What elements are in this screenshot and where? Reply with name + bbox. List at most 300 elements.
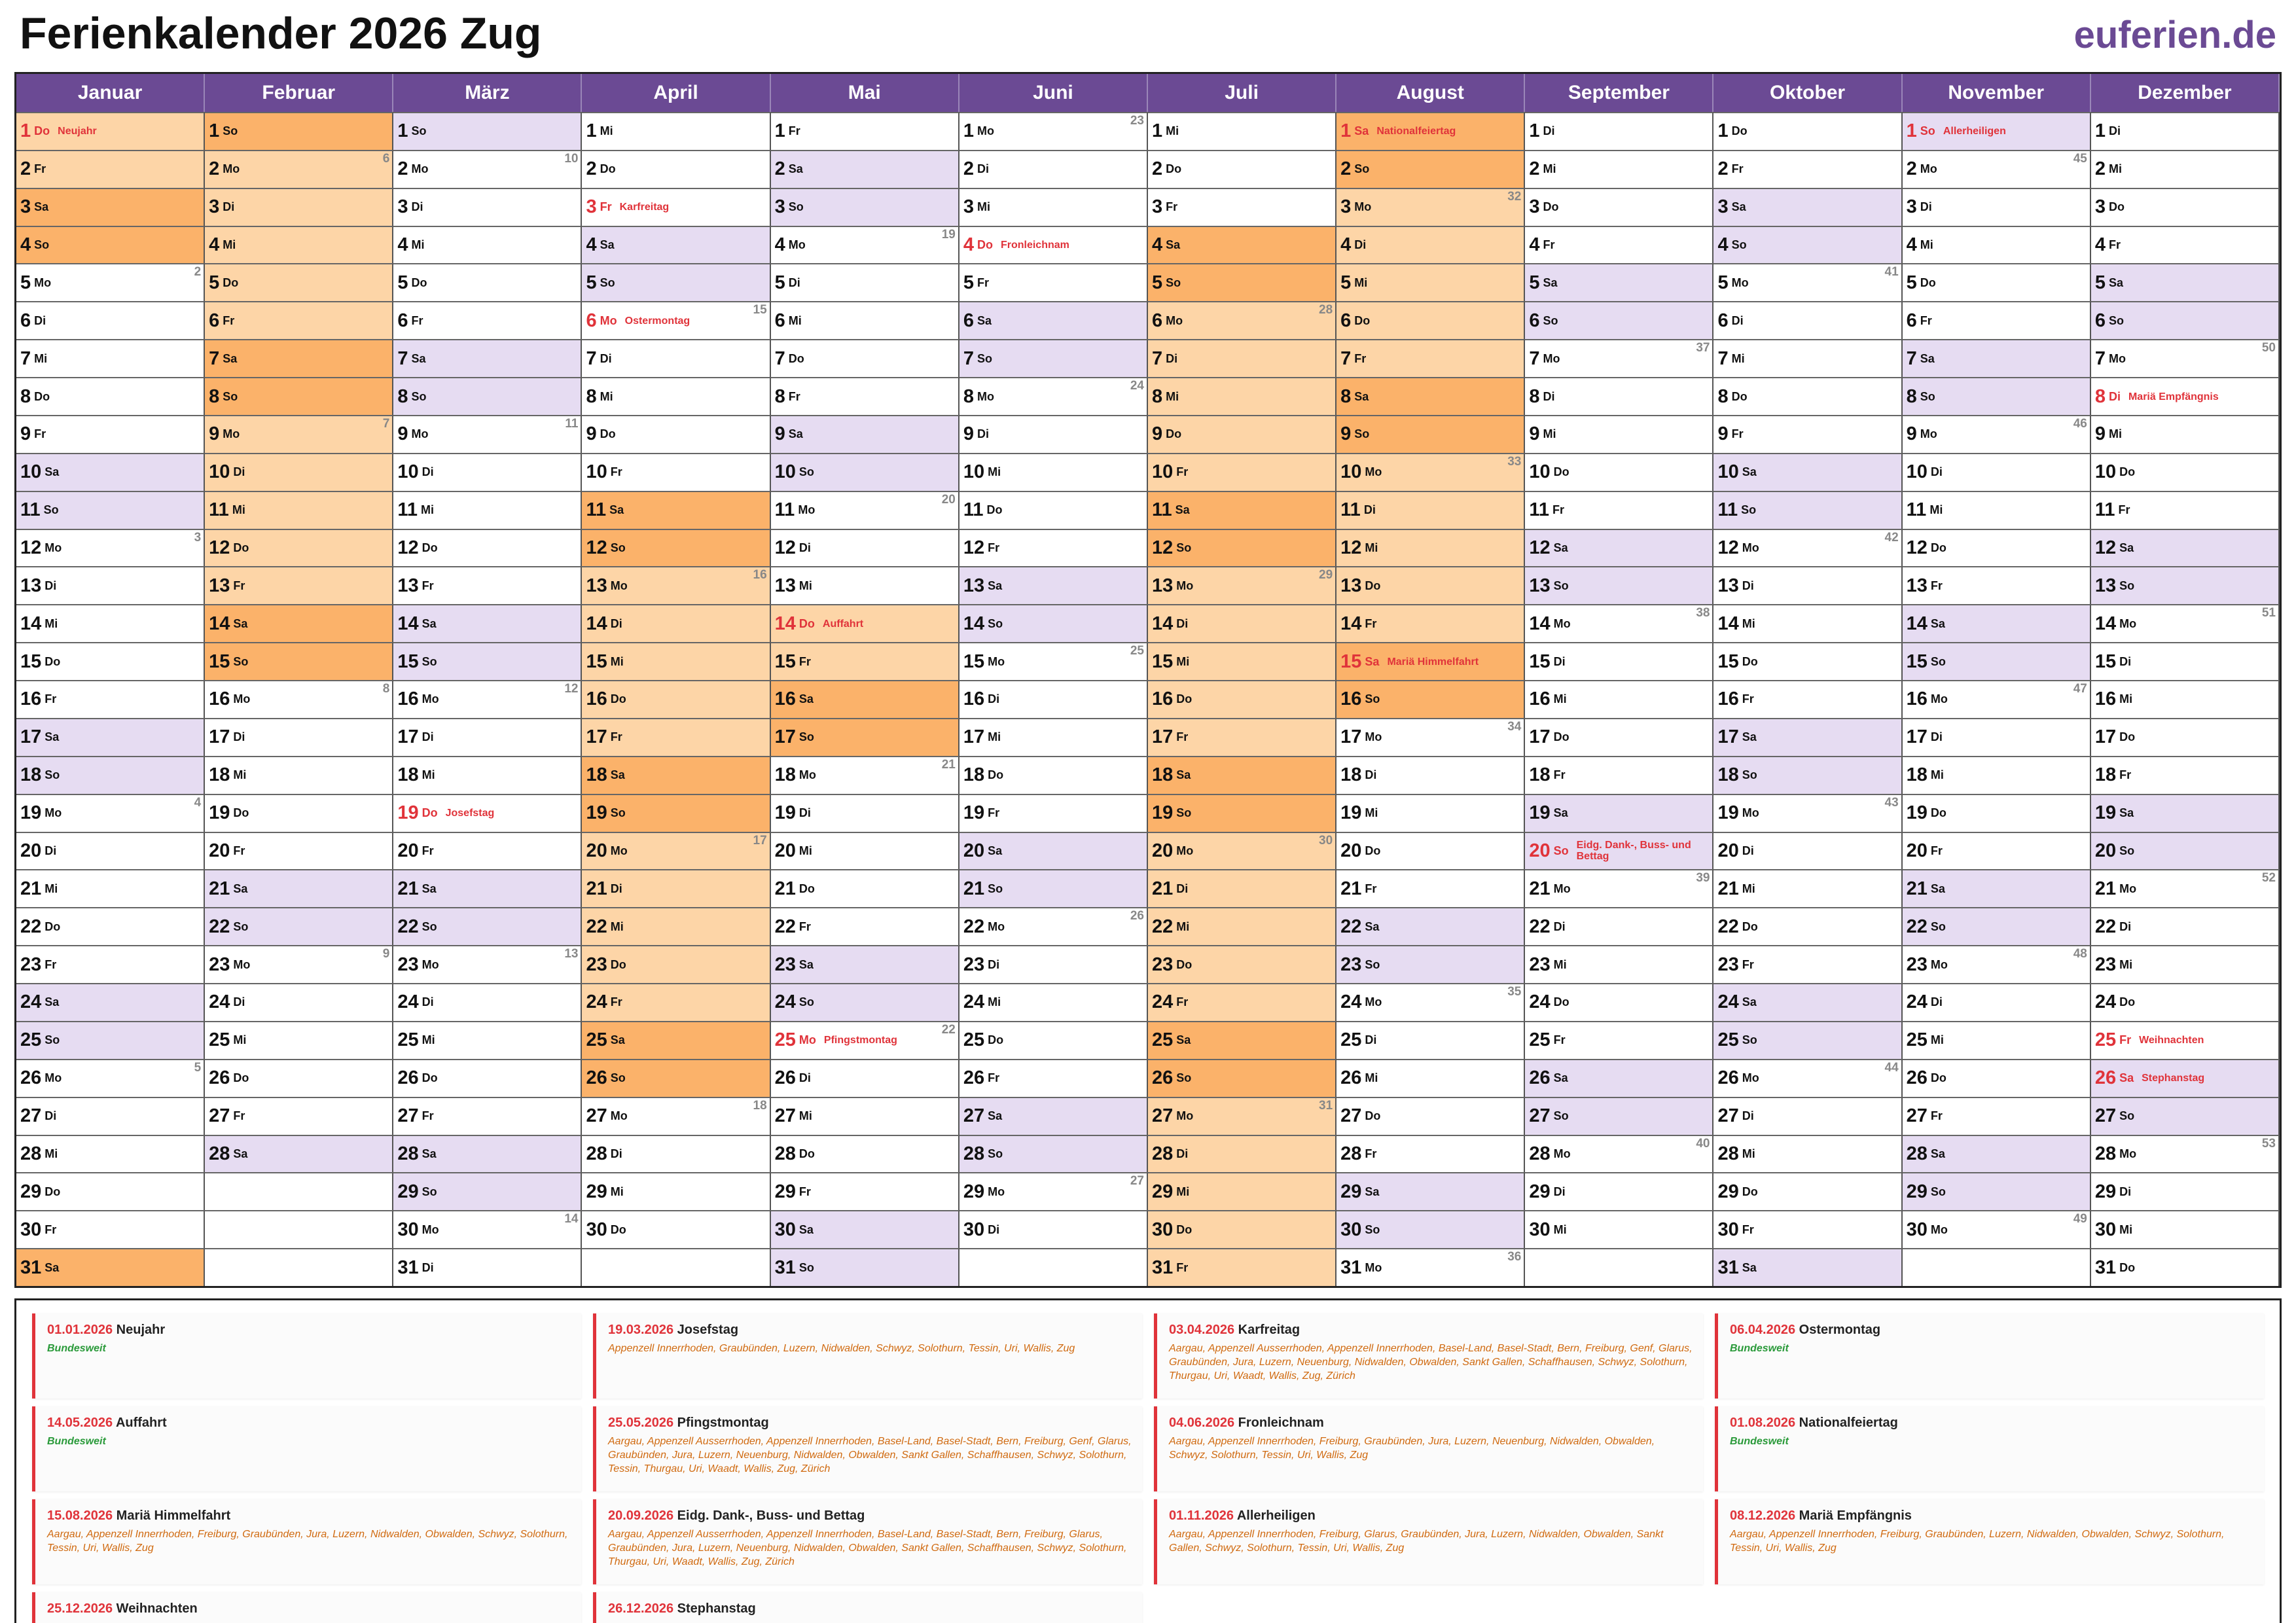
day-number: 3: [397, 196, 408, 218]
day-cell: [1148, 642, 1336, 680]
day-number: 1: [1717, 120, 1729, 142]
weekday-label: Fr: [1176, 1260, 1189, 1274]
day-number: 26: [774, 1067, 796, 1089]
day-cell: [1713, 604, 1902, 642]
day-number: 27: [586, 1105, 607, 1127]
month-header: März: [393, 74, 582, 112]
day-cell: [393, 1172, 582, 1210]
day-cell: [1713, 150, 1902, 188]
weekday-label: Mo: [2119, 616, 2137, 630]
week-number: 7: [382, 416, 390, 431]
weekday-label: Di: [798, 541, 811, 554]
day-number: 18: [1340, 764, 1362, 786]
day-cell: [2091, 1210, 2280, 1248]
day-cell: [205, 794, 393, 832]
day-number: 3: [2094, 196, 2106, 218]
weekday-label: Di: [1553, 919, 1566, 933]
day-cell: [1713, 226, 1902, 264]
week-number: 34: [1507, 719, 1522, 734]
day-number: 25: [209, 1029, 230, 1051]
day-cell: [960, 907, 1148, 945]
day-cell: [960, 832, 1148, 870]
day-number: 26: [1529, 1067, 1551, 1089]
day-number: 1: [2094, 120, 2106, 142]
day-number: 21: [20, 878, 42, 899]
day-cell: [771, 226, 960, 264]
day-number: 15: [1717, 651, 1739, 672]
day-cell: [1336, 794, 1525, 832]
day-number: 31: [397, 1257, 419, 1278]
day-cell: [582, 453, 770, 491]
weekday-label: Do: [45, 654, 61, 668]
day-number: 25: [1717, 1029, 1739, 1051]
holiday-entry-heading: [1169, 1508, 1694, 1524]
weekday-label: So: [988, 1147, 1003, 1160]
empty-day-cell: [1903, 1248, 2091, 1286]
week-number: 4: [194, 795, 202, 810]
day-cell: [1903, 112, 2091, 150]
day-number: 23: [1151, 954, 1174, 975]
weekday-label: So: [988, 616, 1003, 630]
week-number: 32: [1507, 189, 1522, 204]
day-number: 12: [20, 537, 42, 558]
weekday-label: Di: [1365, 1033, 1377, 1047]
day-number: 29: [963, 1181, 985, 1202]
day-number: 19: [963, 802, 985, 824]
weekday-label: Mo: [1930, 692, 1948, 706]
holiday-name: Mariä Empfängnis: [2128, 391, 2219, 402]
day-number: 22: [397, 916, 419, 937]
day-number: 21: [397, 878, 419, 899]
weekday-label: Mi: [1365, 1071, 1378, 1085]
day-number: 27: [1340, 1105, 1362, 1127]
brand-logo-text[interactable]: euferien.de: [2073, 14, 2276, 56]
day-cell: [1713, 263, 1902, 301]
day-number: 10: [209, 461, 230, 483]
weekday-label: Mo: [1166, 313, 1183, 327]
day-number: 1: [1340, 120, 1352, 142]
day-cell: [771, 907, 960, 945]
weekday-label: Mo: [223, 427, 240, 441]
weekday-label: Fr: [1166, 200, 1178, 214]
weekday-label: So: [1741, 503, 1757, 517]
day-number: 4: [20, 234, 31, 256]
weekday-label: Di: [422, 995, 434, 1009]
day-cell: [1713, 453, 1902, 491]
day-number: 12: [1340, 537, 1362, 558]
day-number: 5: [1151, 272, 1163, 293]
day-cell: [960, 377, 1148, 415]
week-number: 29: [1319, 568, 1333, 582]
holiday-entry-heading: [1730, 1323, 2255, 1338]
day-number: 9: [397, 423, 408, 445]
day-number: 4: [1340, 234, 1352, 256]
week-number: 5: [194, 1060, 202, 1075]
day-cell: [1148, 566, 1336, 604]
weekday-label: Mo: [422, 1222, 439, 1236]
weekday-label: Mi: [1930, 768, 1944, 782]
day-cell: [393, 566, 582, 604]
day-cell: [16, 1172, 205, 1210]
weekday-label: Sa: [34, 200, 49, 214]
holiday-entry-heading: [1730, 1508, 2255, 1524]
day-cell: [2091, 339, 2280, 377]
day-number: 20: [20, 840, 42, 861]
holiday-legend-entry: [1154, 1406, 1703, 1491]
weekday-label: So: [1553, 1109, 1569, 1123]
weekday-label: Fr: [610, 465, 622, 479]
day-number: 29: [397, 1181, 419, 1202]
day-number: 9: [963, 423, 974, 445]
day-number: 17: [963, 726, 985, 748]
month-header: August: [1336, 74, 1525, 112]
holiday-regions: Aargau, Appenzell Innerrhoden, Freiburg, Graubünden, Luzern, Nidwalden, Obwalden, Schwyz, Solothurn, Tessin, Uri, Wallis, Zug: [1730, 1529, 2225, 1554]
day-number: 4: [209, 234, 220, 256]
day-cell: [1148, 339, 1336, 377]
weekday-label: Fr: [600, 200, 612, 214]
day-cell: [393, 718, 582, 756]
day-cell: [205, 983, 393, 1021]
weekday-label: Do: [986, 503, 1003, 517]
weekday-label: Do: [223, 276, 239, 289]
day-number: 21: [1151, 878, 1174, 899]
weekday-label: So: [2119, 579, 2135, 592]
day-cell: [1903, 832, 2091, 870]
weekday-label: Do: [34, 389, 50, 403]
day-cell: [2091, 604, 2280, 642]
day-cell: [1336, 566, 1525, 604]
week-number: 31: [1319, 1098, 1333, 1113]
weekday-label: Mi: [1731, 351, 1745, 365]
weekday-label: Mo: [798, 1033, 816, 1047]
day-cell: [205, 188, 393, 226]
day-number: 21: [1340, 878, 1362, 899]
day-number: 16: [1340, 688, 1362, 710]
week-number: 45: [2073, 151, 2087, 166]
day-cell: [393, 794, 582, 832]
day-cell: [960, 566, 1148, 604]
day-cell: [960, 150, 1148, 188]
weekday-label: Mo: [1354, 200, 1372, 214]
day-number: 13: [1906, 575, 1928, 596]
day-cell: [16, 1097, 205, 1135]
holiday-regions: Aargau, Appenzell Ausserrhoden, Appenzell Innerrhoden, Basel-Land, Basel-Stadt, Bern, Freiburg, Genf, Glarus, Graubünden, Jura, Luzern, Neuenburg, Nidwalden, Obwalden, Sankt Gallen, Schaffhausen, Schwyz, Solothurn, Tessin, Thurgau, Uri, Waadt, Wallis, Zug, Zürich: [608, 1436, 1132, 1474]
week-number: 3: [194, 530, 202, 544]
day-cell: [1525, 794, 1713, 832]
holiday-regions: Bundesweit: [1730, 1436, 1789, 1447]
week-number: 21: [941, 757, 956, 772]
weekday-label: Di: [422, 730, 434, 744]
day-number: 18: [1906, 764, 1928, 786]
weekday-label: Do: [1930, 1071, 1946, 1085]
day-number: 14: [397, 613, 419, 634]
day-cell: [960, 1135, 1148, 1173]
day-number: 9: [774, 423, 785, 445]
day-number: 4: [1529, 234, 1540, 256]
day-cell: [1713, 566, 1902, 604]
day-cell: [1525, 642, 1713, 680]
weekday-label: So: [788, 200, 804, 214]
day-number: 15: [963, 651, 985, 672]
day-cell: [393, 1059, 582, 1097]
week-number: 16: [753, 568, 767, 582]
weekday-label: So: [422, 1185, 437, 1198]
week-number: 49: [2073, 1212, 2087, 1226]
day-cell: [16, 1059, 205, 1097]
weekday-label: Mi: [232, 503, 245, 517]
day-number: 25: [397, 1029, 419, 1051]
day-number: 10: [774, 461, 796, 483]
day-number: 17: [774, 726, 796, 748]
day-number: 2: [209, 158, 220, 180]
day-number: 23: [774, 954, 796, 975]
weekday-label: Di: [1543, 389, 1555, 403]
day-number: 19: [1529, 802, 1551, 824]
day-cell: [205, 226, 393, 264]
weekday-label: Sa: [1742, 995, 1757, 1009]
day-number: 29: [20, 1181, 42, 1202]
day-cell: [1713, 491, 1902, 529]
week-number: 25: [1130, 644, 1144, 658]
day-cell: [16, 832, 205, 870]
day-number: 27: [1529, 1105, 1551, 1127]
weekday-label: Mi: [610, 1185, 624, 1198]
week-number: 17: [753, 833, 767, 847]
weekday-label: Di: [45, 1109, 57, 1123]
day-number: 4: [774, 234, 785, 256]
day-cell: [205, 907, 393, 945]
day-cell: [393, 301, 582, 339]
day-number: 6: [20, 310, 31, 331]
day-cell: [1336, 339, 1525, 377]
day-cell: [1336, 756, 1525, 794]
weekday-label: Mi: [45, 1147, 58, 1160]
weekday-label: Mo: [1176, 579, 1194, 592]
day-number: 24: [963, 991, 985, 1013]
day-cell: [582, 226, 770, 264]
day-number: 23: [1717, 954, 1739, 975]
day-number: 11: [1340, 499, 1361, 521]
day-cell: [1525, 491, 1713, 529]
weekday-label: Mi: [2119, 957, 2133, 971]
day-number: 3: [1151, 196, 1163, 218]
week-number: 19: [941, 227, 956, 241]
weekday-label: Do: [422, 806, 438, 820]
day-cell: [1903, 945, 2091, 983]
weekday-label: Mi: [2108, 427, 2122, 441]
day-cell: [1336, 453, 1525, 491]
day-number: 7: [1340, 348, 1352, 369]
weekday-label: Di: [988, 957, 1000, 971]
month-header: Oktober: [1713, 74, 1902, 112]
day-number: 6: [2094, 310, 2106, 331]
day-cell: [582, 832, 770, 870]
empty-day-cell: [205, 1172, 393, 1210]
day-cell: [1525, 718, 1713, 756]
day-cell: [771, 794, 960, 832]
holiday-name: Weihnachten: [2139, 1035, 2204, 1046]
day-number: 10: [963, 461, 985, 483]
holiday-legend-entry: [32, 1313, 581, 1399]
day-number: 14: [963, 613, 985, 634]
day-cell: [393, 1248, 582, 1286]
weekday-label: Sa: [1930, 616, 1945, 630]
holiday-legend-entry: [32, 1592, 581, 1623]
day-number: 16: [2094, 688, 2117, 710]
day-cell: [16, 415, 205, 453]
weekday-label: Fr: [988, 541, 1000, 554]
day-number: 3: [20, 196, 31, 218]
day-cell: [2091, 718, 2280, 756]
weekday-label: Fr: [2119, 768, 2132, 782]
holiday-legend: [14, 1298, 2282, 1623]
day-number: 3: [1529, 196, 1540, 218]
day-cell: [1148, 832, 1336, 870]
weekday-label: Sa: [2119, 806, 2134, 820]
day-cell: [771, 869, 960, 907]
weekday-label: Fr: [1543, 238, 1555, 252]
weekday-label: So: [223, 389, 238, 403]
day-number: 18: [397, 764, 419, 786]
day-number: 17: [1151, 726, 1174, 748]
day-cell: [205, 263, 393, 301]
weekday-label: Di: [1742, 844, 1754, 857]
weekday-label: Di: [988, 692, 1000, 706]
day-number: 28: [963, 1143, 985, 1164]
weekday-label: Mo: [1930, 957, 1948, 971]
day-number: 5: [963, 272, 974, 293]
day-cell: [1525, 566, 1713, 604]
week-number: 37: [1696, 341, 1710, 355]
weekday-label: Do: [600, 162, 616, 176]
day-cell: [2091, 794, 2280, 832]
day-cell: [582, 188, 770, 226]
weekday-label: Sa: [1176, 1033, 1191, 1047]
day-cell: [2091, 1021, 2280, 1059]
holiday-entry-heading: [1169, 1416, 1694, 1431]
weekday-label: Do: [1553, 995, 1570, 1009]
day-cell: [205, 491, 393, 529]
weekday-label: Fr: [1365, 882, 1377, 895]
day-number: 3: [586, 196, 597, 218]
weekday-label: Di: [610, 1147, 622, 1160]
day-cell: [205, 453, 393, 491]
day-number: 2: [1151, 158, 1163, 180]
weekday-label: Fr: [1552, 503, 1564, 517]
day-cell: [582, 263, 770, 301]
day-number: 20: [1906, 840, 1928, 861]
day-cell: [205, 832, 393, 870]
weekday-label: So: [1354, 162, 1370, 176]
day-number: 8: [963, 385, 974, 407]
day-cell: [1148, 112, 1336, 150]
weekday-label: Mi: [2119, 692, 2133, 706]
day-number: 22: [586, 916, 607, 937]
weekday-label: Mo: [610, 844, 628, 857]
day-cell: [1148, 907, 1336, 945]
day-cell: [16, 983, 205, 1021]
holiday-regions: Aargau, Appenzell Innerrhoden, Freiburg, Glarus, Graubünden, Jura, Luzern, Nidwalden, Obwalden, Sankt Gallen, Schwyz, Solothurn, Tessin, Uri, Wallis, Zug: [1169, 1529, 1664, 1554]
day-number: 14: [1529, 613, 1551, 634]
weekday-label: Fr: [422, 844, 434, 857]
holiday-regions: Bundesweit: [1730, 1343, 1789, 1354]
day-cell: [1525, 112, 1713, 150]
weekday-label: Sa: [988, 844, 1003, 857]
day-cell: [1525, 263, 1713, 301]
day-cell: [1336, 945, 1525, 983]
weekday-label: Sa: [1175, 503, 1190, 517]
weekday-label: Sa: [1365, 654, 1380, 668]
day-number: 13: [586, 575, 607, 596]
weekday-label: Mo: [1365, 1260, 1382, 1274]
day-number: 28: [2094, 1143, 2117, 1164]
day-number: 26: [209, 1067, 230, 1089]
holiday-name: Pfingstmontag: [823, 1035, 897, 1046]
day-cell: [1713, 642, 1902, 680]
day-number: 24: [209, 991, 230, 1013]
day-cell: [1903, 794, 2091, 832]
day-number: 29: [1717, 1181, 1739, 1202]
day-cell: [393, 188, 582, 226]
weekday-label: Do: [1930, 541, 1946, 554]
week-number: 41: [1884, 265, 1899, 279]
day-cell: [1336, 680, 1525, 718]
weekday-label: Do: [2119, 995, 2136, 1009]
weekday-label: Sa: [1742, 465, 1757, 479]
day-cell: [1713, 1248, 1902, 1286]
weekday-label: Do: [2119, 730, 2136, 744]
day-number: 17: [1340, 726, 1362, 748]
day-cell: [393, 150, 582, 188]
day-number: 24: [774, 991, 796, 1013]
week-number: 42: [1884, 530, 1899, 544]
day-cell: [1148, 491, 1336, 529]
day-cell: [1336, 112, 1525, 150]
day-cell: [205, 756, 393, 794]
weekday-label: Mo: [1742, 1071, 1759, 1085]
day-number: 16: [209, 688, 230, 710]
day-number: 15: [774, 651, 796, 672]
week-number: 13: [564, 947, 579, 961]
holiday-date: 20.09.2026: [608, 1508, 674, 1523]
day-cell: [1903, 150, 2091, 188]
day-cell: [393, 491, 582, 529]
weekday-label: Mo: [422, 692, 439, 706]
weekday-label: Mi: [798, 844, 812, 857]
weekday-label: Fr: [34, 162, 46, 176]
day-number: 24: [397, 991, 419, 1013]
day-number: 24: [1340, 991, 1362, 1013]
weekday-label: Mi: [788, 313, 802, 327]
day-cell: [16, 263, 205, 301]
day-cell: [582, 794, 770, 832]
day-cell: [16, 794, 205, 832]
weekday-label: Mi: [1166, 124, 1179, 138]
day-number: 2: [1906, 158, 1917, 180]
day-number: 19: [20, 802, 42, 824]
week-number: 12: [564, 682, 579, 696]
weekday-label: So: [45, 768, 60, 782]
week-number: 35: [1507, 985, 1522, 999]
day-number: 22: [209, 916, 230, 937]
day-number: 5: [1717, 272, 1729, 293]
day-cell: [393, 529, 582, 567]
weekday-label: Di: [977, 162, 989, 176]
weekday-label: Mo: [422, 957, 439, 971]
day-cell: [960, 415, 1148, 453]
weekday-label: Do: [422, 1071, 438, 1085]
weekday-label: Di: [977, 427, 989, 441]
